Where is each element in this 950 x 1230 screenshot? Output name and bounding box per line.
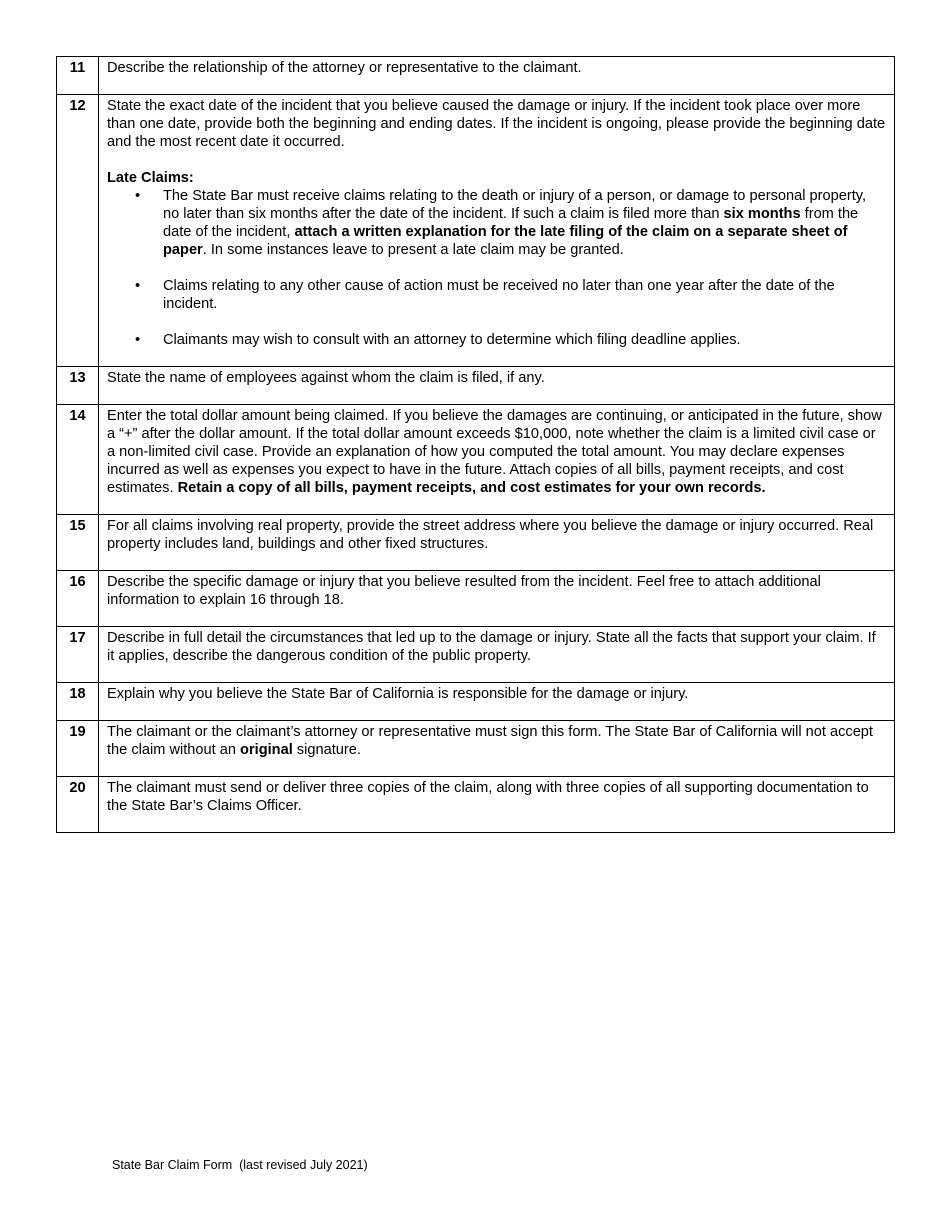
item-number: 16 <box>57 571 99 627</box>
item-number: 15 <box>57 515 99 571</box>
instruction-text: Describe the specific damage or injury that you believe resulted from the incident. Feel free to attach additional information to explain 16 through 18. <box>107 574 821 608</box>
item-number: 18 <box>57 683 99 721</box>
instruction-text: Enter the total dollar amount being claimed. If you believe the damages are continuing, or anticipated in the future, show a “+” after the dollar amount. If the total dollar amount exceeds $10,000, note whether the claim is a limited civil case or a non-limited civil case. Provide an explanation of how you computed the total amount. You may declare expenses incurred as well as expenses you expect to have in the future. Attach copies of all bills, payment receipts, and cost estimates. <box>107 408 882 496</box>
page-footer: State Bar Claim Form (last revised July 2021) <box>112 1158 368 1172</box>
instruction-text: Explain why you believe the State Bar of California is responsible for the damage or injury. <box>107 686 689 702</box>
row-14 <box>57 405 895 515</box>
instruction-text-end: signature. <box>292 742 361 758</box>
instruction-text: State the name of employees against whom the claim is filed, if any. <box>107 370 545 386</box>
instruction-text: The claimant must send or deliver three copies of the claim, along with three copies of all supporting documentation to the State Bar’s Claims Officer. <box>107 780 869 814</box>
bullet-icon: • <box>135 332 141 348</box>
item-number: 12 <box>57 95 99 367</box>
instructions-table <box>56 56 895 833</box>
bullet-icon: • <box>135 278 141 294</box>
instruction-text: The claimant or the claimant’s attorney or representative must sign this form. The State Bar of California will not accept the claim without an <box>107 724 873 758</box>
list-item: • Claimants may wish to consult with an attorney to determine which filing deadline applies. <box>135 332 741 348</box>
late-claims-list <box>107 187 886 349</box>
item-instruction <box>99 405 895 515</box>
item-number: 20 <box>57 777 99 833</box>
instruction-text: Describe in full detail the circumstances that led up to the damage or injury. State all the facts that support your claim. If it applies, describe the dangerous condition of the public property. <box>107 630 876 664</box>
bullet-icon: • <box>135 188 141 204</box>
item-instruction <box>99 571 895 627</box>
list-item: • Claims relating to any other cause of action must be received no later than one year after the date of the incident. <box>135 278 835 312</box>
item-instruction <box>99 683 895 721</box>
item-number: 13 <box>57 367 99 405</box>
late-claims-heading: Late Claims: <box>107 170 194 186</box>
row-17 <box>57 627 895 683</box>
item-instruction <box>99 627 895 683</box>
row-11 <box>57 57 895 95</box>
row-12 <box>57 95 895 367</box>
instruction-bold-text: original <box>240 742 293 758</box>
instruction-text: For all claims involving real property, provide the street address where you believe the damage or injury occurred. Real property includes land, buildings and other fixed structures. <box>107 518 874 552</box>
item-instruction <box>99 515 895 571</box>
item-number: 14 <box>57 405 99 515</box>
item-instruction <box>99 777 895 833</box>
instruction-text: Describe the relationship of the attorney or representative to the claimant. <box>107 60 582 76</box>
list-item: • The State Bar must receive claims relating to the death or injury of a person, or damage to personal property, no later than six months after the date of the incident. If such a claim is filed more than six months from the date of the incident, attach a written explanation for the late filing of the claim on a separate sheet of paper. In some instances leave to present a late claim may be granted. <box>135 188 867 258</box>
row-18 <box>57 683 895 721</box>
item-number: 11 <box>57 57 99 95</box>
item-number: 19 <box>57 721 99 777</box>
instruction-text: State the exact date of the incident that you believe caused the damage or injury. If the incident took place over more than one date, provide both the beginning and ending dates. If the incident is ongoing, please provide the beginning date and the most recent date it occurred. <box>107 98 886 150</box>
item-instruction <box>99 721 895 777</box>
item-instruction <box>99 95 895 367</box>
row-13 <box>57 367 895 405</box>
row-16 <box>57 571 895 627</box>
row-19 <box>57 721 895 777</box>
item-instruction <box>99 367 895 405</box>
item-instruction <box>99 57 895 95</box>
item-number: 17 <box>57 627 99 683</box>
instruction-bold-text: Retain a copy of all bills, payment receipts, and cost estimates for your own records. <box>177 480 766 496</box>
row-15 <box>57 515 895 571</box>
row-20 <box>57 777 895 833</box>
